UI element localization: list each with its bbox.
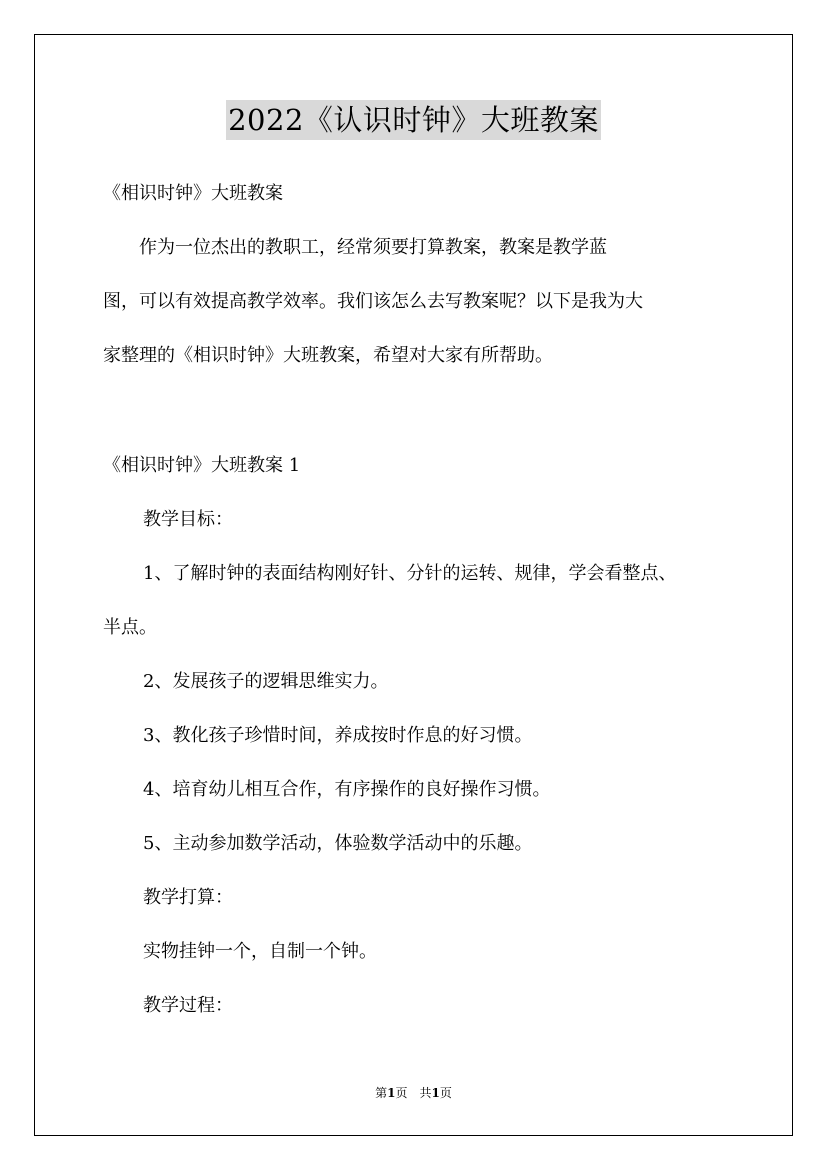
footer-page-suffix: 页 共	[395, 1086, 432, 1100]
section-heading: 《相识时钟》大班教案 1	[103, 455, 301, 476]
intro-line-2: 图，可以有效提高教学效率。我们该怎么去写教案呢？以下是我为大	[103, 291, 643, 312]
footer-page-number: 1	[387, 1086, 396, 1100]
intro-line-3: 家整理的《相识时钟》大班教案，希望对大家有所帮助。	[103, 345, 553, 366]
page-footer	[0, 1085, 827, 1101]
goals-label: 教学目标：	[143, 509, 233, 530]
title-container	[0, 100, 827, 140]
goal-item-2: 2、发展孩子的逻辑思维实力。	[143, 671, 389, 692]
goal-item-3: 3、教化孩子珍惜时间，养成按时作息的好习惯。	[143, 725, 533, 746]
process-label: 教学过程：	[143, 995, 233, 1016]
goal-item-1-continued: 半点。	[103, 617, 157, 638]
prep-text: 实物挂钟一个，自制一个钟。	[143, 941, 377, 962]
document-subtitle: 《相识时钟》大班教案	[103, 183, 283, 204]
prep-label: 教学打算：	[143, 887, 233, 908]
document-title: 2022《认识时钟》大班教案	[226, 100, 601, 140]
footer-page-end: 页	[439, 1086, 452, 1100]
goal-item-1: 1、了解时钟的表面结构刚好针、分针的运转、规律，学会看整点、	[143, 563, 677, 584]
intro-line-1: 作为一位杰出的教职工，经常须要打算教案，教案是教学蓝	[103, 237, 607, 258]
footer-page-total: 1	[431, 1086, 440, 1100]
goal-item-4: 4、培育幼儿相互合作，有序操作的良好操作习惯。	[143, 779, 551, 800]
goal-item-5: 5、主动参加数学活动，体验数学活动中的乐趣。	[143, 833, 533, 854]
footer-page-prefix: 第	[375, 1086, 388, 1100]
